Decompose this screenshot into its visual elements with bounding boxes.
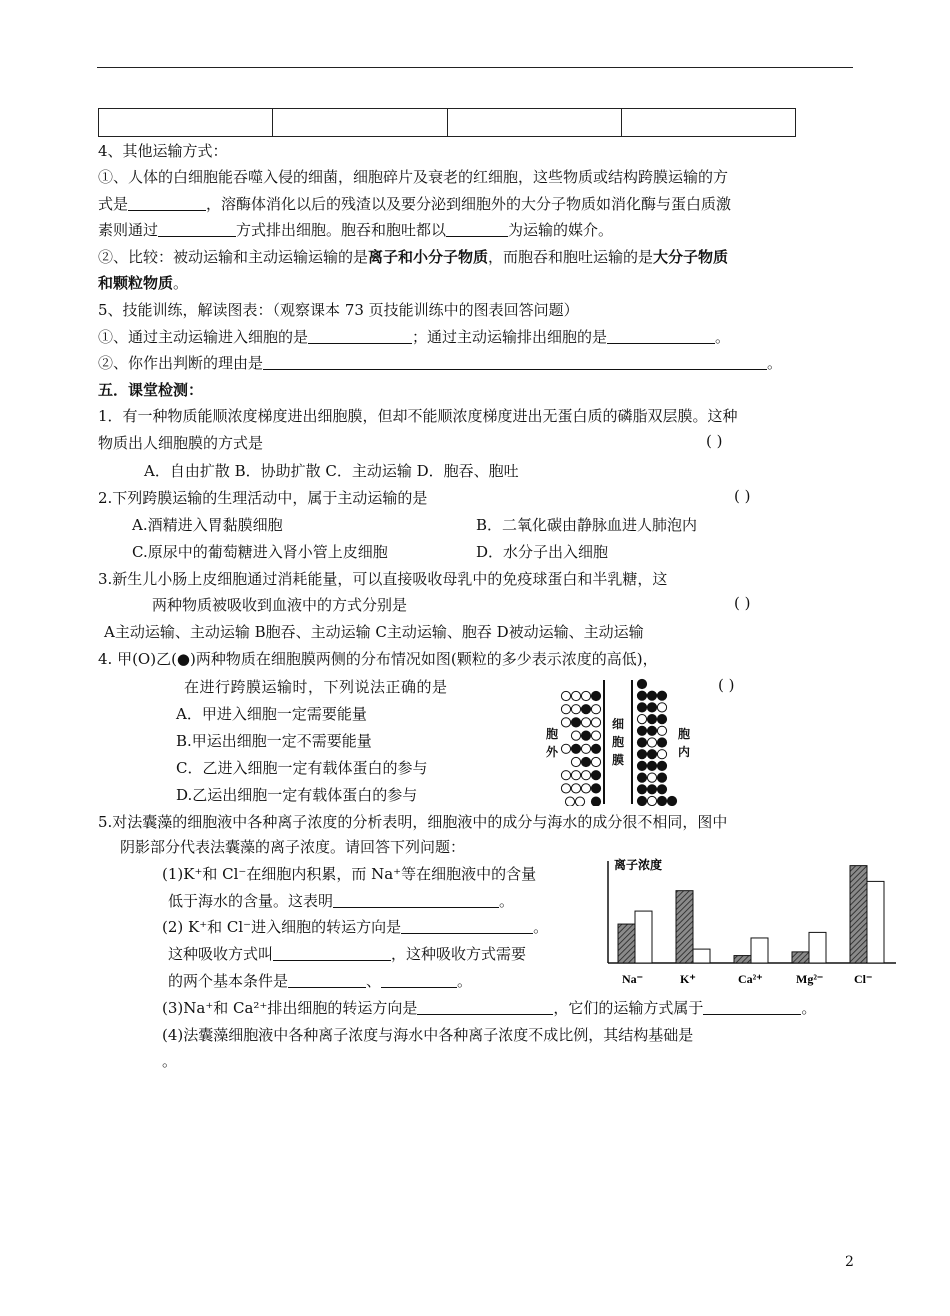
particle-b (591, 691, 600, 700)
x-tick-label: Mg²⁻ (796, 972, 824, 986)
check-q4-option-c: C．乙进入细胞一定有载体蛋白的参与 (176, 759, 428, 777)
membrane-diagram (540, 678, 690, 806)
particle-a (571, 757, 580, 766)
particle-b (657, 738, 666, 747)
section5-q2 (98, 352, 782, 374)
check-q5-1-line2 (168, 890, 514, 912)
bold-text: 离子和小分子物质 (368, 248, 489, 266)
particle-b (571, 744, 580, 753)
check-q4-option-b: B.甲运出细胞一定不需要能量 (176, 732, 372, 750)
particle-a (657, 703, 666, 712)
particle-b (647, 691, 656, 700)
check-q3-line2: 两种物质被吸收到血液中的方式分别是 (152, 596, 408, 614)
check-q5-4-line2: 。 (162, 1052, 178, 1070)
membrane-label-char: 膜 (612, 753, 625, 767)
table-cell (621, 109, 795, 137)
section4-p1-line2 (98, 193, 731, 215)
bar-cell (792, 952, 809, 963)
particle-b (647, 761, 656, 770)
particle-a (591, 731, 600, 740)
particle-a (591, 705, 600, 714)
text: 。 (533, 918, 549, 936)
check-q4-line1: 4. 甲(O)乙(●)两种物质在细胞膜两侧的分布情况如图(颗粒的多少表示浓度的高低)， (98, 650, 658, 668)
particle-a (581, 744, 590, 753)
text: ，它们的运输方式属于 (553, 999, 704, 1017)
particle-b (637, 738, 646, 747)
outside-label-char: 胞 (546, 727, 559, 741)
answer-paren[interactable]: ( ) (718, 676, 735, 694)
section5-title: 5、技能训练，解读图表：（观察课本 73 页技能训练中的图表回答问题） (98, 301, 579, 319)
text: 为运输的媒介。 (508, 221, 614, 239)
particle-b (637, 773, 646, 782)
particle-b (591, 744, 600, 753)
check-title: 五．课堂检测： (98, 381, 204, 399)
check-q5-line1: 5.对法囊藻的细胞液中各种离子浓度的分析表明，细胞液中的成分与海水的成分很不相同，图中 (98, 813, 728, 831)
check-q5-2-line1 (162, 916, 548, 938)
particle-a (581, 771, 590, 780)
particle-b (591, 784, 600, 793)
bars (618, 866, 884, 963)
bar-seawater (751, 938, 768, 963)
check-q5-2-line3 (168, 970, 472, 992)
tick-labels (622, 972, 872, 986)
x-tick-label: K⁺ (680, 972, 696, 986)
inside-label-char: 内 (678, 745, 690, 759)
x-tick-label: Na⁻ (622, 972, 643, 986)
chart-title: 离子浓度 (614, 858, 663, 872)
particle-b (667, 796, 676, 805)
particle-b (647, 750, 656, 759)
particle-a (575, 797, 584, 806)
particle-a (637, 715, 646, 724)
check-q3-options: A主动运输、主动运输 B胞吞、主动运输 C主动运输、胞吞 D被动运输、主动运输 (104, 623, 644, 641)
particle-b (657, 773, 666, 782)
text: (2) K⁺和 Cl⁻进入细胞的转运方向是 (162, 918, 402, 936)
answer-blank[interactable] (288, 971, 366, 988)
particle-b (571, 718, 580, 727)
answer-paren[interactable]: ( ) (734, 594, 751, 612)
page-number: 2 (845, 1254, 854, 1270)
text: ，溶酶体消化以后的残渣以及要分泌到细胞外的大分子物质如消化酶与蛋白质激 (206, 195, 732, 213)
table-cell (273, 109, 447, 137)
answer-blank[interactable] (158, 220, 236, 237)
answer-blank[interactable] (703, 998, 801, 1015)
text: ②、你作出判断的理由是 (98, 354, 264, 372)
particle-a (647, 796, 656, 805)
section4-p1-line1: ①、人体的白细胞能吞噬入侵的细菌，细胞碎片及衰老的红细胞，这些物质或结构跨膜运输的方 (98, 168, 729, 186)
text: 低于海水的含量。这表明 (168, 892, 334, 910)
particle-b (581, 757, 590, 766)
particle-a (581, 784, 590, 793)
check-q2-option-c: C.原尿中的葡萄糖进入肾小管上皮细胞 (132, 543, 388, 561)
answer-blank[interactable] (381, 971, 457, 988)
particle-b (647, 785, 656, 794)
check-q5-4-line1: (4)法囊藻细胞液中各种离子浓度与海水中各种离子浓度不成比例，其结构基础是 (162, 1026, 694, 1044)
particle-b (637, 761, 646, 770)
text: 的两个基本条件是 (168, 972, 289, 990)
text: 。 (499, 892, 515, 910)
membrane-label-char: 细 (612, 717, 625, 731)
check-q2-option-b: B．二氧化碳由静脉血进人肺泡内 (476, 516, 698, 534)
section4-p2-line1 (98, 246, 728, 268)
check-q2-option-a: A.酒精进入胃黏膜细胞 (132, 516, 283, 534)
check-q2: 2.下列跨膜运输的生理活动中，属于主动运输的是 (98, 489, 428, 507)
particle-b (637, 691, 646, 700)
membrane-label-char: 胞 (612, 735, 625, 749)
check-q5-1-line1: (1)K⁺和 Cl⁻在细胞内积累，而 Na⁺等在细胞液中的含量 (162, 865, 537, 883)
check-q1-options: A．自由扩散 B．协助扩散 C．主动运输 D．胞吞、胞吐 (144, 462, 519, 480)
text: 、 (366, 972, 382, 990)
particle-a (561, 744, 570, 753)
text: ②、比较：被动运输和主动运输运输的是 (98, 248, 369, 266)
check-q4-option-d: D.乙运出细胞一定有载体蛋白的参与 (176, 786, 418, 804)
text: 。 (715, 328, 731, 346)
particle-a (647, 773, 656, 782)
particle-b (657, 715, 666, 724)
particle-a (571, 771, 580, 780)
particle-a (561, 784, 570, 793)
particle-b (647, 726, 656, 735)
check-q5-3 (162, 997, 816, 1019)
text: 。 (457, 972, 473, 990)
answer-paren[interactable]: ( ) (706, 432, 723, 450)
particle-b (637, 796, 646, 805)
check-q4-option-a: A．甲进入细胞一定需要能量 (176, 705, 367, 723)
particle-b (637, 750, 646, 759)
particle-a (561, 705, 570, 714)
section4-p1-line3 (98, 219, 613, 241)
particle-b (657, 785, 666, 794)
answer-blank[interactable] (417, 998, 553, 1015)
particle-b (657, 691, 666, 700)
header-rule (97, 67, 853, 68)
text: 方式排出细胞。胞吞和胞吐都以 (236, 221, 447, 239)
particle-b (637, 726, 646, 735)
text: ，而胞吞和胞吐运输的是 (488, 248, 654, 266)
inside-label-char: 胞 (678, 727, 690, 741)
check-q5-line2: 阴影部分代表法囊藻的离子浓度。请回答下列问题： (120, 838, 466, 856)
particle-a (561, 691, 570, 700)
particle-b (637, 703, 646, 712)
particle-b (581, 731, 590, 740)
text: 。 (767, 354, 783, 372)
bar-seawater (635, 911, 652, 963)
bar-seawater (809, 932, 826, 963)
answer-blank[interactable] (308, 327, 412, 344)
particle-a (561, 771, 570, 780)
particle-a (581, 718, 590, 727)
x-tick-label: Cl⁻ (854, 972, 873, 986)
particle-a (565, 797, 574, 806)
particle-b (637, 679, 646, 688)
particle-a (591, 757, 600, 766)
x-tick-label: Ca²⁺ (738, 972, 763, 986)
answer-blank[interactable] (333, 891, 499, 908)
particle-a (657, 750, 666, 759)
check-q2-option-d: D．水分子出入细胞 (476, 543, 609, 561)
text: ；通过主动运输排出细胞的是 (412, 328, 608, 346)
check-q5-2-line2 (168, 943, 526, 965)
answer-paren[interactable]: ( ) (734, 487, 751, 505)
bar-cell (734, 956, 751, 963)
text: ，这种吸收方式需要 (391, 945, 527, 963)
particle-a (571, 784, 580, 793)
particle-a (657, 726, 666, 735)
particle-b (581, 705, 590, 714)
particle-a (591, 718, 600, 727)
answer-blank[interactable] (607, 327, 715, 344)
answer-blank[interactable] (128, 194, 206, 211)
table-cell (99, 109, 273, 137)
text: 式是 (98, 195, 129, 213)
bar-cell (618, 924, 635, 963)
check-q3-line1: 3.新生儿小肠上皮细胞通过消耗能量，可以直接吸收母乳中的免疫球蛋白和半乳糖，这 (98, 570, 668, 588)
empty-table (98, 108, 796, 137)
text: ①、通过主动运输进入细胞的是 (98, 328, 309, 346)
particle-a (581, 691, 590, 700)
text: 。 (173, 274, 189, 292)
particle-a (647, 738, 656, 747)
particle-a (571, 731, 580, 740)
particle-b (637, 785, 646, 794)
particle-a (561, 718, 570, 727)
bar-seawater (867, 881, 884, 963)
bar-cell (676, 891, 693, 963)
text: 这种吸收方式叫 (168, 945, 274, 963)
particle-b (657, 761, 666, 770)
particle-b (657, 796, 666, 805)
table-cell (447, 109, 621, 137)
bold-text: 和颗粒物质 (98, 274, 174, 292)
particle-b (647, 715, 656, 724)
check-q1-line2: 物质出人细胞膜的方式是 (98, 434, 264, 452)
check-q1-line1: 1．有一种物质能顺浓度梯度进出细胞膜，但却不能顺浓度梯度进出无蛋白质的磷脂双层膜。这种 (98, 407, 738, 425)
answer-blank[interactable] (263, 353, 767, 370)
text: 。 (801, 999, 817, 1017)
answer-blank[interactable] (446, 220, 508, 237)
answer-blank[interactable] (401, 917, 533, 934)
section4-p2-line2 (98, 272, 188, 294)
particle-b (591, 771, 600, 780)
bar-seawater (693, 949, 710, 963)
section5-q1 (98, 326, 730, 348)
section4-title: 4、其他运输方式： (98, 142, 228, 160)
bold-text: 大分子物质 (653, 248, 729, 266)
particle-b (647, 703, 656, 712)
text: (3)Na⁺和 Ca²⁺排出细胞的转运方向是 (162, 999, 418, 1017)
check-q4-line2: 在进行跨膜运输时，下列说法正确的是 (184, 678, 448, 696)
particle-a (571, 705, 580, 714)
ion-concentration-chart (600, 855, 900, 993)
text: 素则通过 (98, 221, 159, 239)
bar-cell (850, 866, 867, 963)
outside-label-char: 外 (546, 745, 559, 759)
answer-blank[interactable] (273, 944, 391, 961)
particle-b (591, 797, 600, 806)
particle-a (571, 691, 580, 700)
